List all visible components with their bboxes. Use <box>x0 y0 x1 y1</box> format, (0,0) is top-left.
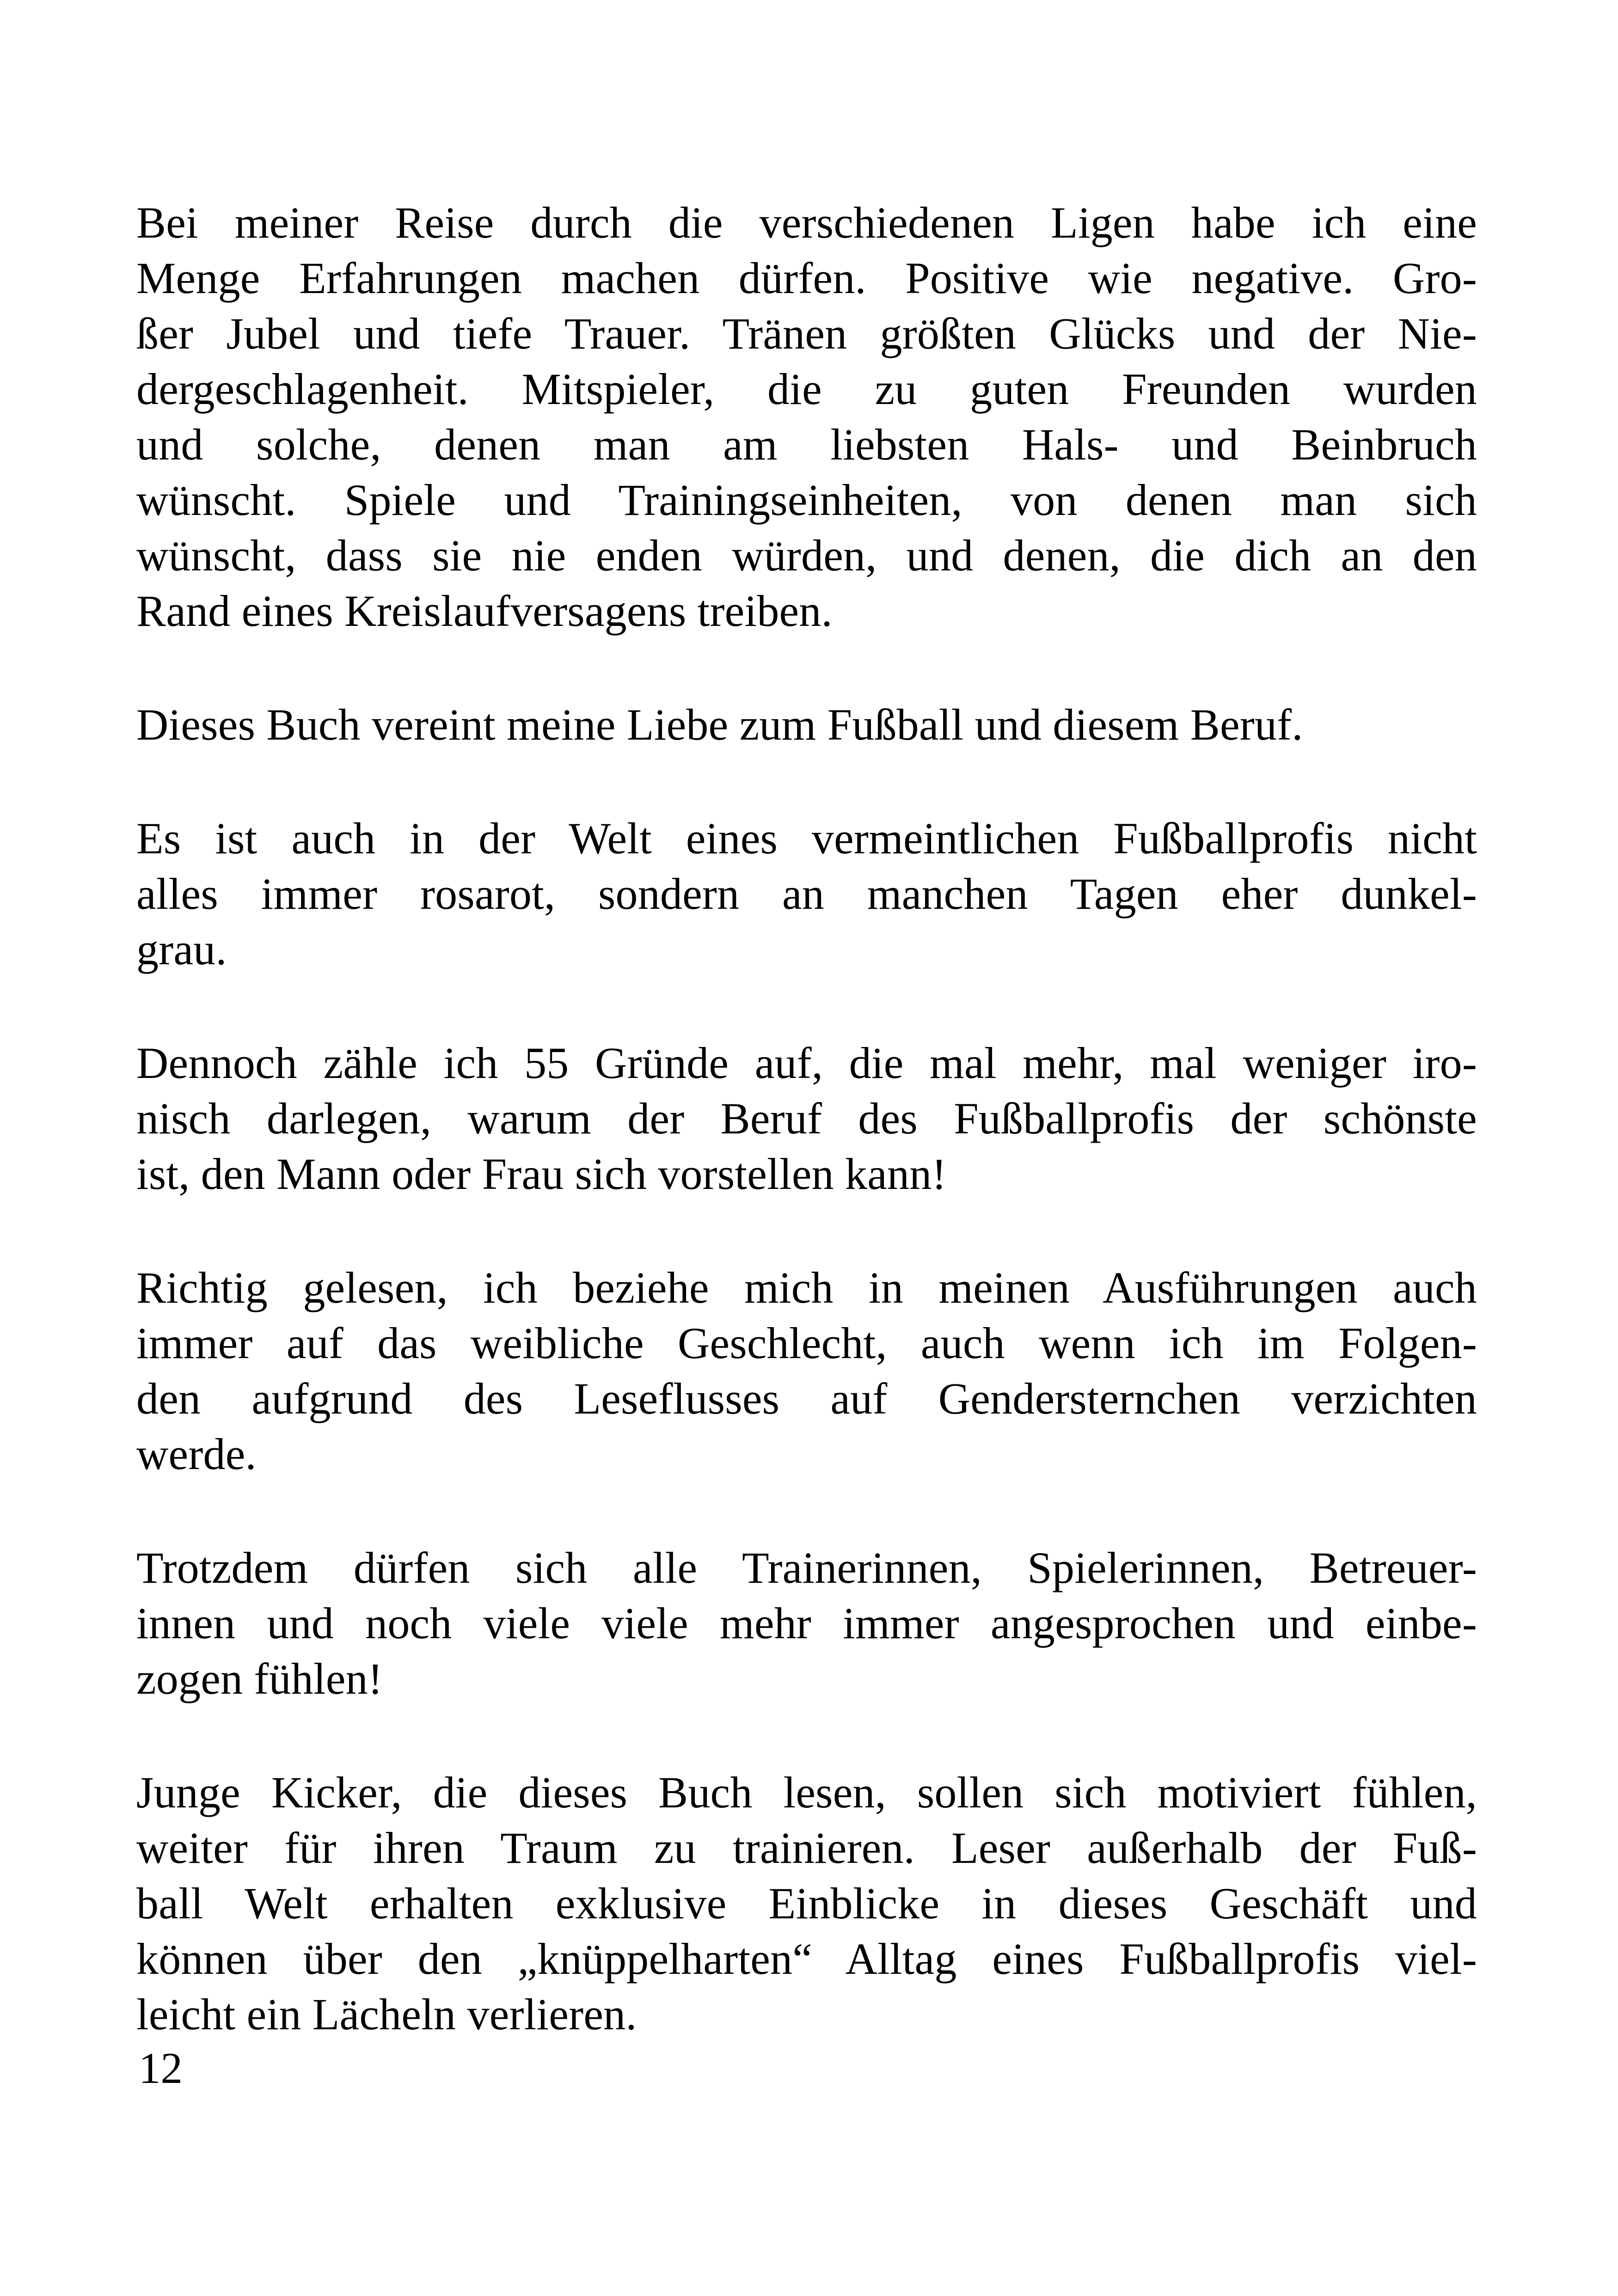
text-line: Menge Erfahrungen machen dürfen. Positive wie negative. Gro- <box>136 253 1477 303</box>
text-line: ball Welt erhalten exklusive Einblicke in dieses Geschäft und <box>136 1879 1477 1928</box>
text-line: ist, den Mann oder Frau sich vorstellen kann! <box>136 1149 947 1199</box>
text-line: innen und noch viele viele mehr immer angesprochen und einbe- <box>136 1598 1477 1648</box>
text-line: Junge Kicker, die dieses Buch lesen, sollen sich motiviert fühlen, <box>136 1768 1477 1817</box>
text-line: zogen fühlen! <box>136 1654 383 1703</box>
text-line: ßer Jubel und tiefe Trauer. Tränen größten Glücks und der Nie- <box>136 309 1477 358</box>
body-text <box>136 195 1477 2042</box>
page-number: 12 <box>139 2044 183 2093</box>
text-line: grau. <box>136 925 227 974</box>
paragraph <box>136 1260 1477 1482</box>
text-line: werde. <box>136 1429 257 1479</box>
paragraph <box>136 1540 1477 1707</box>
text-line: nisch darlegen, warum der Beruf des Fußballprofis der schönste <box>136 1094 1477 1143</box>
text-line: Dieses Buch vereint meine Liebe zum Fußball und diesem Beruf. <box>136 700 1303 749</box>
text-line: dergeschlagenheit. Mitspieler, die zu guten Freunden wurden <box>136 364 1477 414</box>
text-line: wünscht, dass sie nie enden würden, und denen, die dich an den <box>136 531 1477 580</box>
text-line: können über den „knüppelharten“ Alltag eines Fußballprofis viel- <box>136 1934 1477 1984</box>
paragraph <box>136 697 1477 753</box>
text-line: Es ist auch in der Welt eines vermeintlichen Fußballprofis nicht <box>136 814 1477 863</box>
text-line: und solche, denen man am liebsten Hals- und Beinbruch <box>136 420 1477 469</box>
text-line: immer auf das weibliche Geschlecht, auch wenn ich im Folgen- <box>136 1318 1477 1368</box>
paragraph <box>136 1765 1477 2042</box>
text-line: Richtig gelesen, ich beziehe mich in meinen Ausführungen auch <box>136 1263 1477 1312</box>
text-line: Dennoch zähle ich 55 Gründe auf, die mal mehr, mal weniger iro- <box>136 1038 1477 1088</box>
text-line: alles immer rosarot, sondern an manchen Tagen eher dunkel- <box>136 869 1477 918</box>
paragraph <box>136 811 1477 977</box>
text-line: wünscht. Spiele und Trainingseinheiten, von denen man sich <box>136 475 1477 525</box>
paragraph <box>136 1035 1477 1202</box>
paragraph <box>136 195 1477 639</box>
text-line: Rand eines Kreislaufversagens treiben. <box>136 586 833 636</box>
text-line: leicht ein Lächeln verlieren. <box>136 1990 637 2039</box>
text-line: Bei meiner Reise durch die verschiedenen Ligen habe ich eine <box>136 198 1477 247</box>
text-line: Trotzdem dürfen sich alle Trainerinnen, Spielerinnen, Betreuer- <box>136 1543 1477 1592</box>
text-line: weiter für ihren Traum zu trainieren. Leser außerhalb der Fuß- <box>136 1823 1477 1873</box>
text-line: den aufgrund des Leseflusses auf Gendersternchen verzichten <box>136 1374 1477 1423</box>
